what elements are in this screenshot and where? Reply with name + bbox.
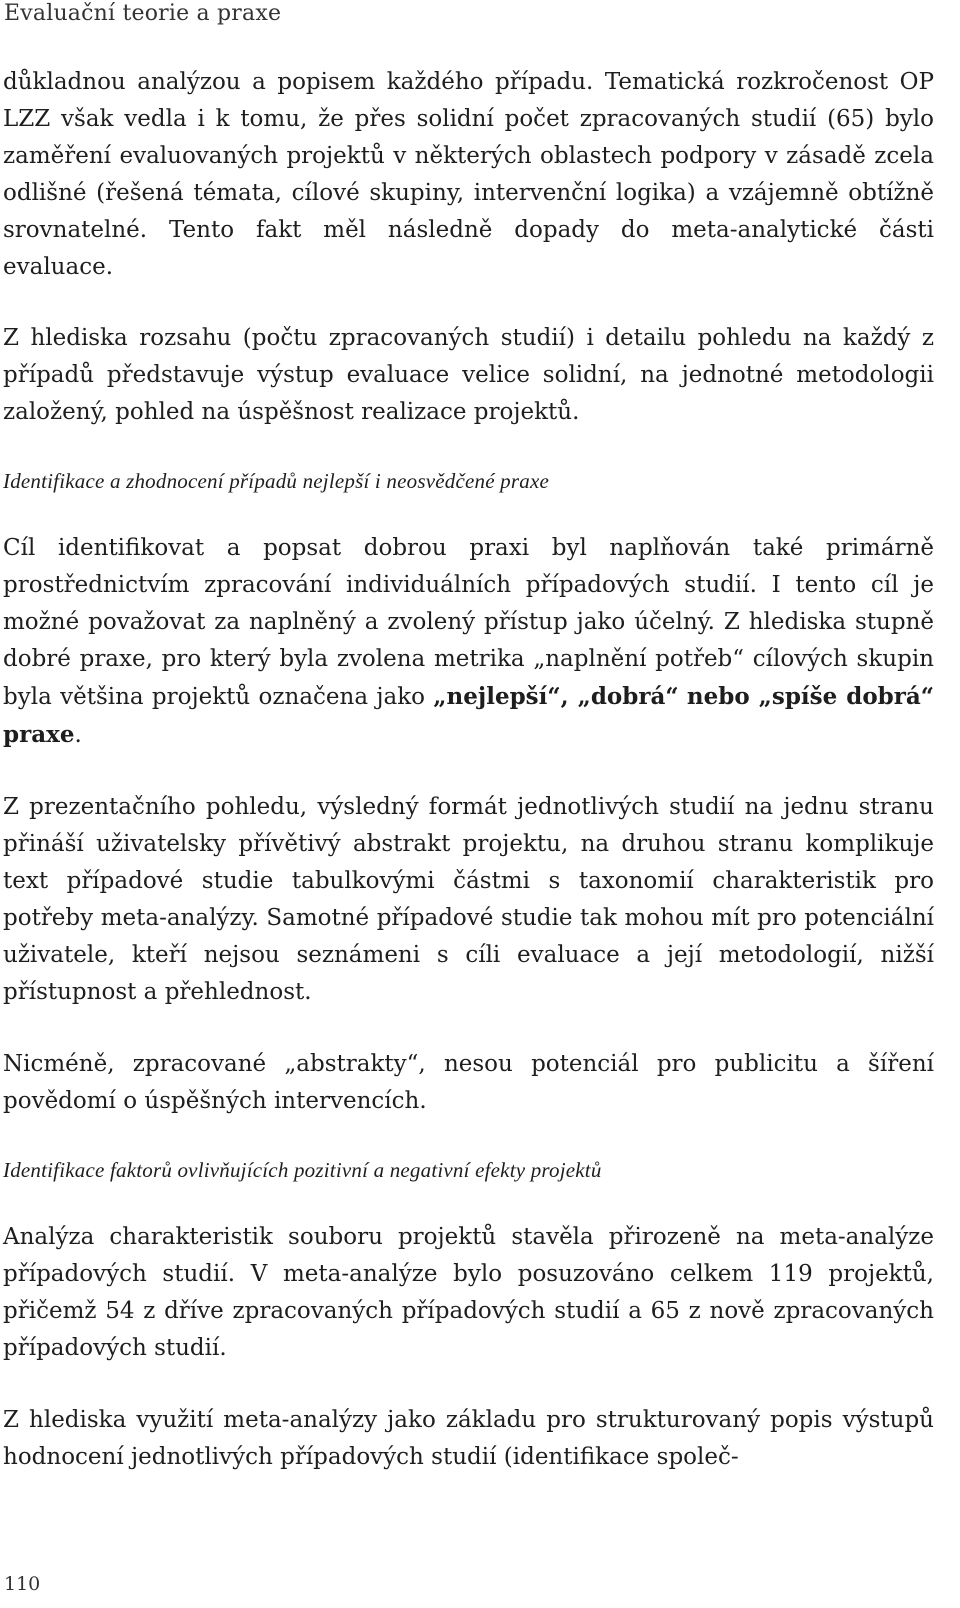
section-heading-best-practice: Identifikace a zhodnocení případů nejlepší i neosvědčené praxe xyxy=(3,469,549,493)
text-separator: , xyxy=(560,683,578,710)
paragraph-presentation: Z prezentačního pohledu, výsledný formát jednotlivých studií na jednu stranu přináší uživatelsky přívětivý abstrakt projektu, na druhou stranu komplikuje text případové studie tabulkovými částmi s taxonomií charakteristik pro potřeby meta-analýzy. Samotné případové studie tak mohou mít pro potenciální uživatele, kteří nejsou seznámeni s cíli evaluace a její metodologií, nižší přístupnost a přehlednost. xyxy=(3,794,934,1005)
running-header: Evaluační teorie a praxe xyxy=(4,1,282,26)
bold-term-good: „dobrá“ xyxy=(577,683,679,710)
text-segment: Cíl identifikovat a popsat dobrou praxi byl naplňován také primárně prostřednictvím zpracování individuálních případových studií. I tento cíl je možné považovat za naplněný a zvolený přístup jako účelný. Z hlediska stupně dobré praxe, pro který byla zvolena metrika „naplnění potřeb“ cílových skupin byla většina projektů označena jako xyxy=(3,535,934,710)
bold-term-best: „nejlepší“ xyxy=(433,683,561,710)
paragraph-structured-description: Z hlediska využití meta-analýzy jako základu pro strukturovaný popis výstupů hodnocení jednotlivých případových studií (identifikace společ- xyxy=(3,1407,934,1470)
paragraph-good-practice xyxy=(3,530,934,754)
text-segment: . xyxy=(74,722,82,748)
page-body xyxy=(3,64,934,1511)
page-number: 110 xyxy=(4,1573,41,1595)
paragraph-scope: Z hlediska rozsahu (počtu zpracovaných studií) i detailu pohledu na každý z případů představuje výstup evaluace velice solidní, na jednotné metodologii založený, pohled na úspěšnost realizace projektů. xyxy=(3,325,934,425)
text-separator xyxy=(679,684,687,710)
bold-term-rather-good: nebo „spíše dobrá“ praxe xyxy=(3,683,935,748)
section-heading-factors: Identifikace faktorů ovlivňujících pozitivní a negativní efekty projektů xyxy=(3,1158,602,1182)
paragraph-abstracts: Nicméně, zpracované „abstrakty“, nesou potenciál pro publicitu a šíření povědomí o úspěšných intervencích. xyxy=(3,1051,934,1114)
paragraph-intro: důkladnou analýzou a popisem každého případu. Tematická rozkročenost OP LZZ však vedla i k tomu, že přes solidní počet zpracovaných studií (65) bylo zaměření evaluovaných projektů v některých oblastech podpory v zásadě zcela odlišné (řešená témata, cílové skupiny, intervenční logika) a vzájemně obtížně srovnatelné. Tento fakt měl následně dopady do meta-analytické části evaluace. xyxy=(3,69,934,280)
paragraph-meta-analysis: Analýza charakteristik souboru projektů stavěla přirozeně na meta-analýze případových studií. V meta-analýze bylo posuzováno celkem 119 projektů, přičemž 54 z dříve zpracovaných případových studií a 65 z nově zpracovaných případových studií. xyxy=(3,1224,934,1361)
